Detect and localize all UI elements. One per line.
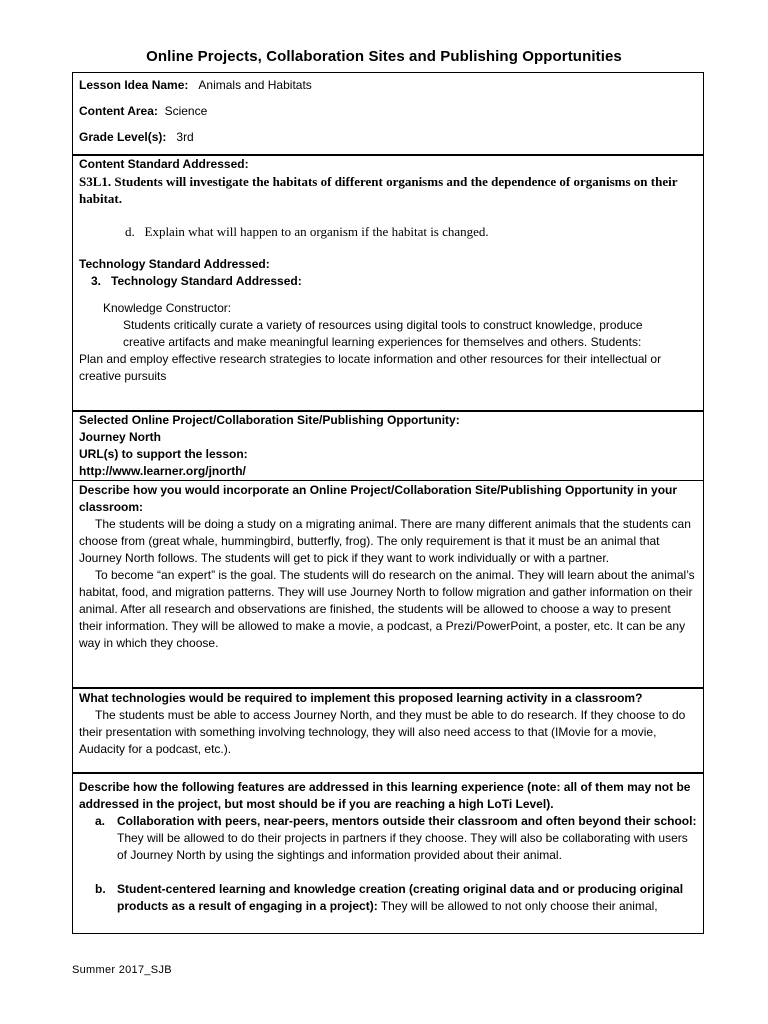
feature-a-text: They will be allowed to do their projects in partners if they choose. They will also be collaborating with users of Journey North by using the sightings and information provided about their animal. <box>117 831 688 862</box>
content-standard-heading: Content Standard Addressed: <box>79 157 249 171</box>
tech-standard-line3: Plan and employ effective research strategies to locate information and other resources for their intellectual or creative pursuits <box>79 352 662 383</box>
feature-item-b <box>95 881 697 915</box>
describe-paragraph-2: To become “an expert” is the goal. The students will do research on the animal. They will learn about the animal’s habitat, food, and migration patterns. They will use Journey North to follow migration and gather information on their animal. After all research and observations are finished, the students will be allowed to choose a way to present their information. They will be allowed to make a movie, a podcast, a Prezi/PowerPoint, a poster, etc. It can be any way in which they choose. <box>79 568 695 650</box>
tech-standard-marker: 3. <box>91 274 102 288</box>
tech-standard-subheading: Technology Standard Addressed: <box>111 274 302 288</box>
content-standard-item-marker: d. <box>125 224 135 239</box>
tech-standard-heading: Technology Standard Addressed: <box>79 257 270 271</box>
content-area-label: Content Area: <box>79 104 158 118</box>
content-standard-item: Explain what will happen to an organism if the habitat is changed. <box>144 224 489 239</box>
tech-standard-line2: creative artifacts and make meaningful learning experiences for themselves and others. Students: <box>123 335 642 349</box>
page-title: Online Projects, Collaboration Sites and Publishing Opportunities <box>146 48 622 65</box>
url-link[interactable]: http://www.learner.org/jnorth/ <box>79 464 246 478</box>
technologies-paragraph: The students must be able to access Journey North, and they must be able to do research. If they choose to do their presentation with something involving technology, they will also need access to that (IMovie for a movie, Audacity for a podcast, etc.). <box>79 708 686 756</box>
feature-item-a <box>95 813 697 864</box>
technologies-heading: What technologies would be required to implement this proposed learning activity in a classroom? <box>79 691 643 705</box>
grade-level-value: 3rd <box>176 130 194 144</box>
url-label: URL(s) to support the lesson: <box>79 447 248 461</box>
standards-cell <box>73 156 703 412</box>
selected-site-cell <box>73 412 703 481</box>
lesson-name-value: Animals and Habitats <box>198 78 312 92</box>
features-heading: Describe how the following features are addressed in this learning experience (note: all of them may not be addressed in the project, but most should be if you are reaching a high LoTi Level). <box>79 780 691 811</box>
knowledge-constructor-label: Knowledge Constructor: <box>103 301 232 315</box>
feature-a-heading: Collaboration with peers, near-peers, mentors outside their classroom and often beyond their school: <box>117 814 697 828</box>
lesson-name-label: Lesson Idea Name: <box>79 78 189 92</box>
lesson-table <box>72 72 704 934</box>
selected-site-heading: Selected Online Project/Collaboration Site/Publishing Opportunity: <box>79 413 460 427</box>
feature-b-marker: b. <box>95 882 106 896</box>
describe-paragraph-1: The students will be doing a study on a migrating animal. There are many different animals that the students can choose from (great whale, hummingbird, butterfly, frog). The only requirement is that it must be an animal that Journey North follows. The students will get to pick if they want to work individually or with a partner. <box>79 517 691 565</box>
feature-b-heading: Student-centered learning and knowledge creation (creating original data and or producing original products as a result of engaging in a project): <box>117 882 684 913</box>
describe-heading: Describe how you would incorporate an Online Project/Collaboration Site/Publishing Opportunity in your classroom: <box>79 483 678 514</box>
tech-standard-line1: Students critically curate a variety of resources using digital tools to construct knowledge, produce <box>123 318 643 332</box>
technologies-cell <box>73 689 703 774</box>
describe-cell <box>73 481 703 689</box>
grade-level-label: Grade Level(s): <box>79 130 167 144</box>
selected-site-name: Journey North <box>79 430 162 444</box>
content-standard-text: S3L1. Students will investigate the habitats of different organisms and the dependence of organisms on their habitat. <box>79 174 678 206</box>
features-cell <box>73 774 703 934</box>
feature-b-text: They will be allowed to not only choose their animal, <box>377 899 658 913</box>
content-area-value: Science <box>164 104 208 118</box>
lesson-info-cell <box>73 73 703 156</box>
page-footer: Summer 2017_SJB <box>72 964 172 976</box>
feature-a-marker: a. <box>95 814 106 828</box>
